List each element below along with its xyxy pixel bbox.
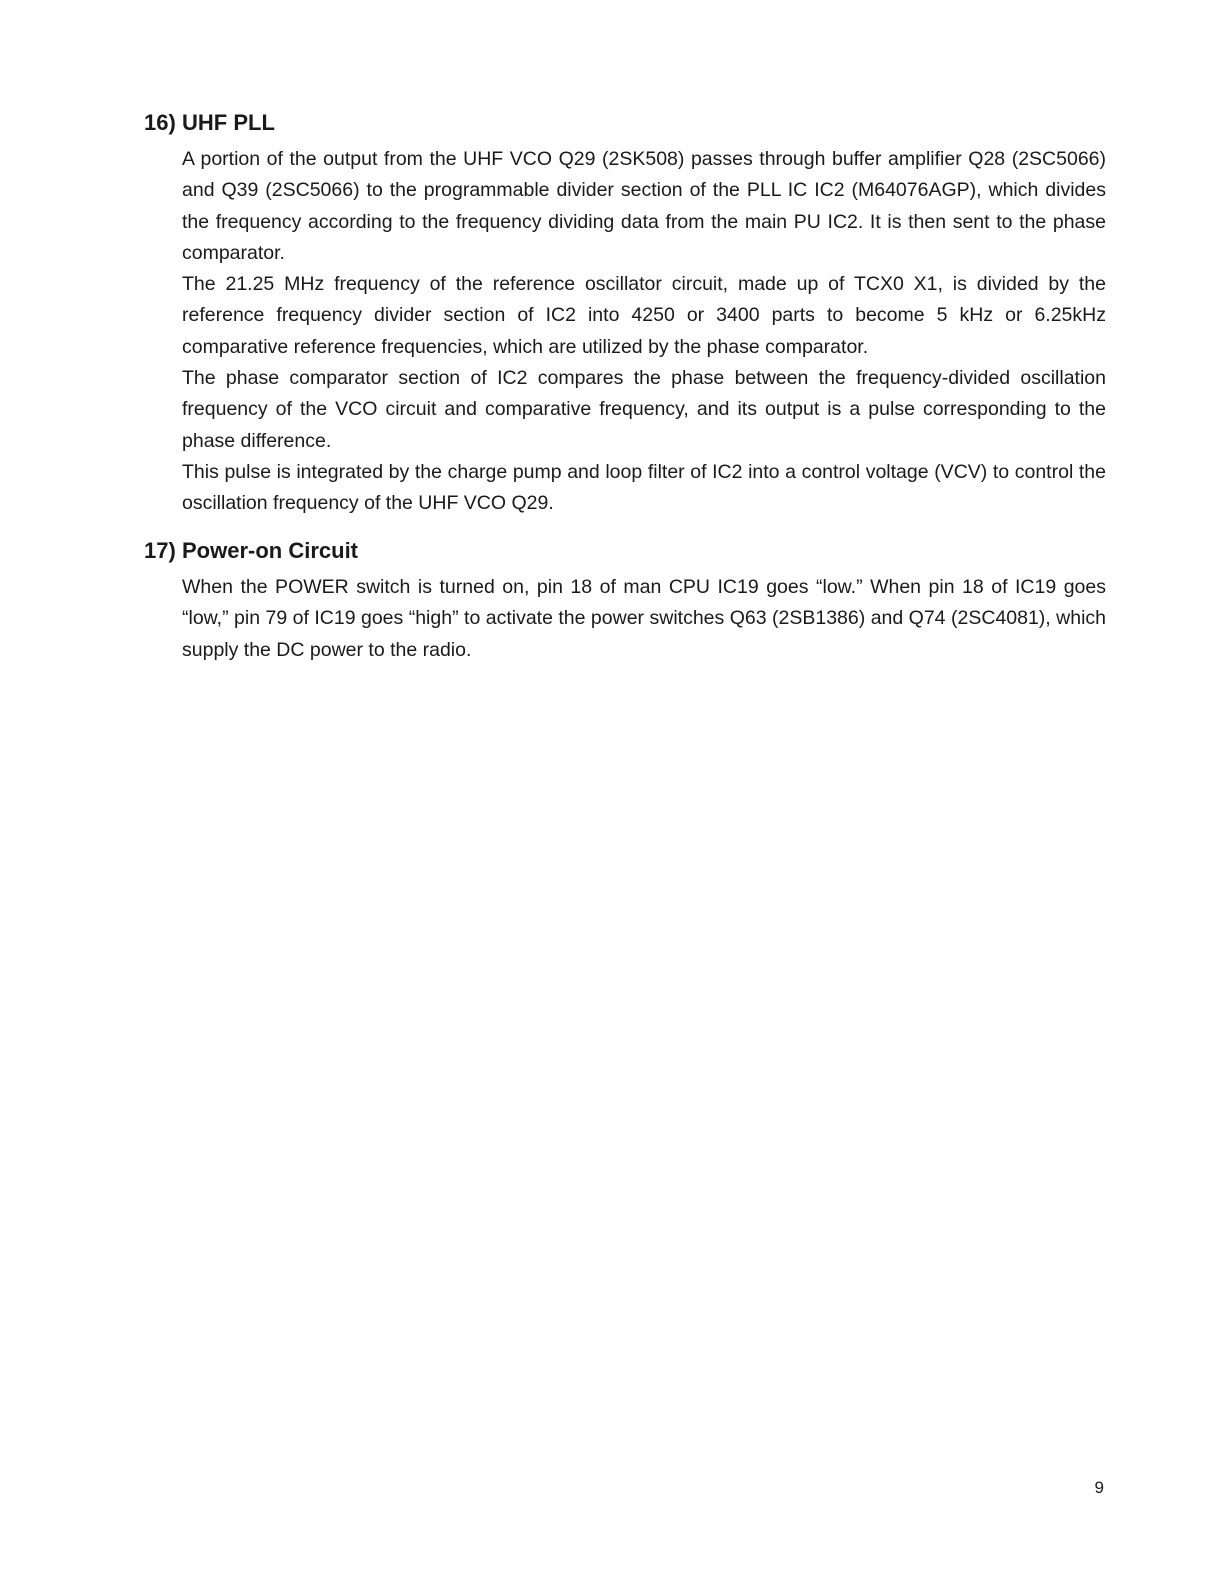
section-title: Power-on Circuit [182,538,359,563]
section-body [182,572,1106,666]
paragraph: This pulse is integrated by the charge pump and loop filter of IC2 into a control voltage (VCV) to control the oscillation frequency of the UHF VCO Q29. [182,460,1106,515]
section-number: 17) [144,538,176,563]
section-number: 16) [144,110,176,135]
paragraph: The phase comparator section of IC2 compares the phase between the frequency-divided oscillation frequency of the VCO circuit and comparative frequency, and its output is a pulse corresponding to the phase difference. [182,367,1106,452]
page-number: 9 [1094,1478,1104,1497]
section-uhf-pll [144,110,1106,520]
section-heading [144,110,1106,136]
paragraph: When the POWER switch is turned on, pin 18 of man CPU IC19 goes “low.” When pin 18 of IC19 goes “low,” pin 79 of IC19 goes “high” to activate the power switches Q63 (2SB1386) and Q74 (2SC4081), which supply the DC power to the radio. [182,576,1106,661]
section-body [182,144,1106,520]
paragraph: A portion of the output from the UHF VCO Q29 (2SK508) passes through buffer amplifier Q28 (2SC5066) and Q39 (2SC5066) to the programmable divider section of the PLL IC IC2 (M64076AGP), which divides the frequency according to the frequency dividing data from the main PU IC2. It is then sent to the phase comparator. [182,148,1106,264]
section-heading [144,538,1106,564]
section-power-on-circuit [144,538,1106,666]
section-title: UHF PLL [182,110,275,135]
paragraph: The 21.25 MHz frequency of the reference oscillator circuit, made up of TCX0 X1, is divided by the reference frequency divider section of IC2 into 4250 or 3400 parts to become 5 kHz or 6.25kHz comparative reference frequencies, which are utilized by the phase comparator. [182,273,1106,358]
